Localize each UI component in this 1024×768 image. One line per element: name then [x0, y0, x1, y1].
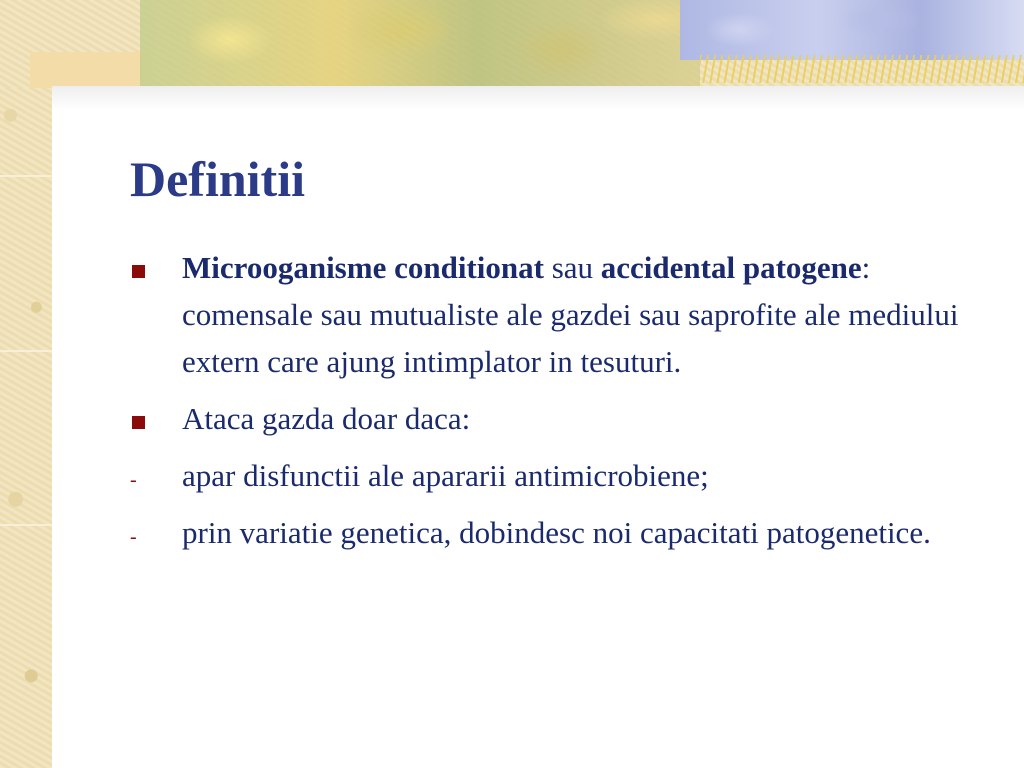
- strip-seam: [0, 524, 52, 526]
- sub-bullet-item: [130, 452, 980, 499]
- bullet-text: Ataca gazda doar daca:: [182, 401, 471, 436]
- strip-seam: [0, 175, 52, 177]
- banner-shadow: [52, 86, 1024, 110]
- square-bullet-icon: [130, 395, 182, 442]
- bullet-text: apar disfunctii ale apararii antimicrobiene;: [182, 458, 709, 493]
- strip-seam: [0, 350, 52, 352]
- dash-bullet-icon: -: [130, 526, 137, 548]
- banner-blue-image: [680, 0, 1024, 60]
- left-decorative-strip: [0, 0, 52, 768]
- connector-text: sau: [543, 250, 601, 285]
- slide-content: [52, 110, 1024, 768]
- sub-bullet-item: [130, 509, 980, 556]
- bullet-item: [130, 244, 980, 385]
- bullet-text: prin variatie genetica, dobindesc noi capacitati patogenetice.: [182, 515, 931, 550]
- term-bold: Microoganisme conditionat: [182, 250, 544, 285]
- top-decorative-banner: [0, 0, 1024, 110]
- banner-tan-bar: [30, 52, 150, 88]
- banner-grass-image: [700, 55, 1024, 83]
- term-bold: accidental patogene: [600, 250, 862, 285]
- slide-title: Definitii: [130, 151, 305, 207]
- banner-leaf-image: [140, 0, 700, 86]
- bullet-item: [130, 395, 980, 442]
- bullet-list: [130, 244, 980, 566]
- definition-text: : comensale sau mutualiste ale gazdei sau saprofite ale mediului extern care ajung intimplator in tesuturi.: [182, 250, 959, 379]
- square-bullet-icon: [130, 244, 182, 291]
- dash-bullet-icon: -: [130, 469, 137, 491]
